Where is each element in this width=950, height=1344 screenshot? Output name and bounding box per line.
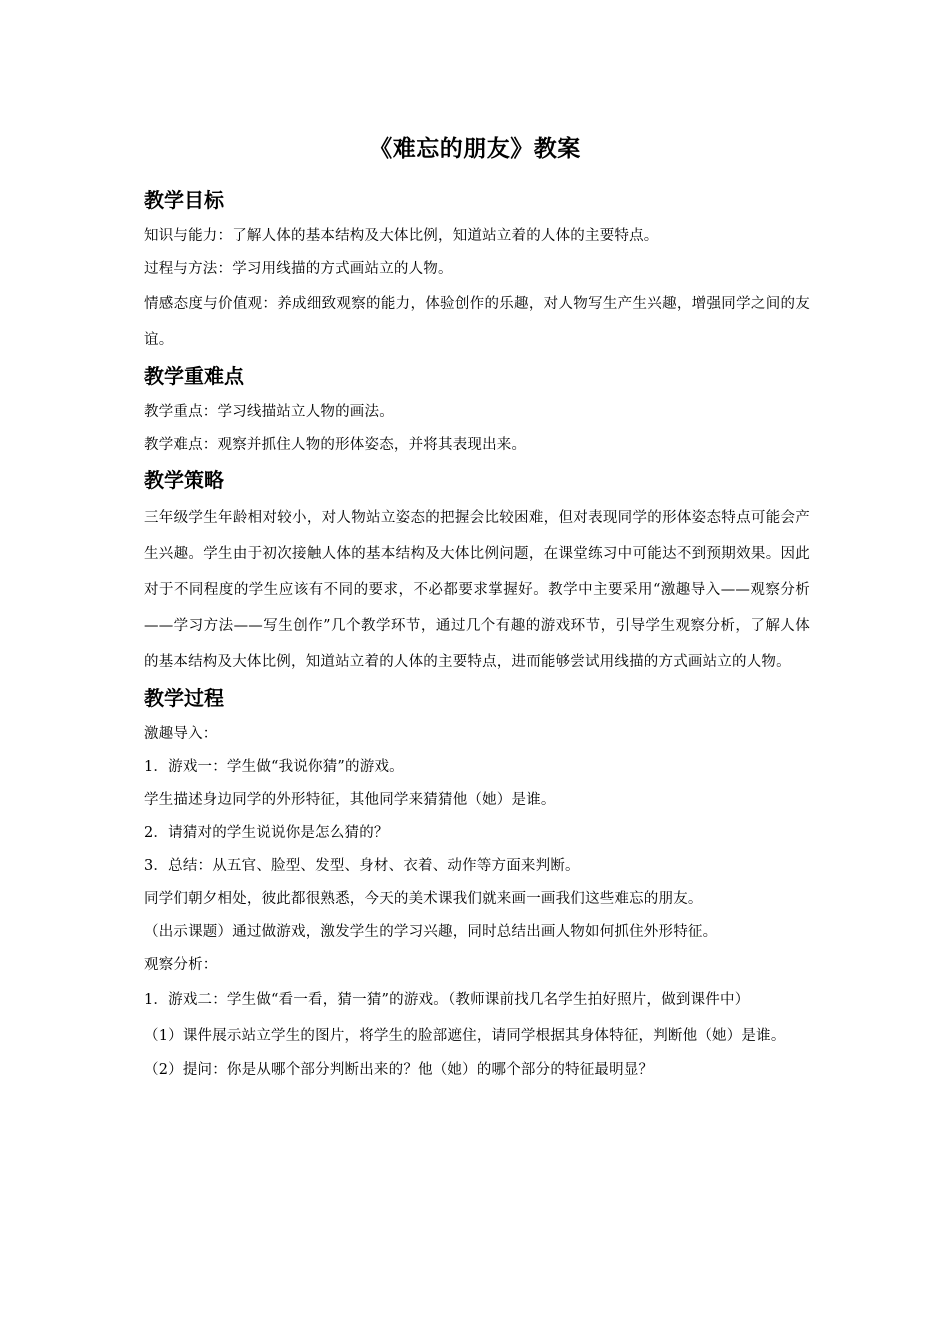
document-title: 《难忘的朋友》教案 (369, 136, 581, 162)
document-body (144, 182, 810, 1087)
process-item: （出示课题）通过做游戏，激发学生的学习兴趣，同时总结出画人物如何抓住外形特征。 (144, 924, 718, 940)
goal-method: 过程与方法：学习用线描的方式画站立的人物。 (144, 261, 453, 277)
goal-attitude: 情感态度与价值观：养成细致观察的能力，体验创作的乐趣，对人物写生产生兴趣，增强同学之间的友谊。 (144, 296, 810, 348)
key-point-focus: 教学重点：学习线描站立人物的画法。 (144, 404, 394, 420)
strategy-paragraph: 三年级学生年龄相对较小，对人物站立姿态的把握会比较困难，但对表现同学的形体姿态特点可能会产生兴趣。学生由于初次接触人体的基本结构及大体比例问题，在课堂练习中可能达不到预期效果。因此对于不同程度的学生应该有不同的要求，不必都要求掌握好。教学中主要采用“激趣导入——观察分析——学习方法——写生创作”几个教学环节，通过几个有趣的游戏环节，引导学生观察分析，了解人体的基本结构及大体比例，知道站立着的人体的主要特点，进而能够尝试用线描的方式画站立的人物。 (144, 510, 810, 670)
process-item: 学生描述身边同学的外形特征，其他同学来猜猜他（她）是谁。 (144, 792, 556, 808)
key-point-difficulty: 教学难点：观察并抓住人物的形体姿态，并将其表现出来。 (144, 437, 527, 453)
process-item: （2）提问：你是从哪个部分判断出来的？他（她）的哪个部分的特征最明显？ (144, 1062, 654, 1078)
section-heading-strategy: 教学策略 (144, 468, 224, 492)
process-item: 3．总结：从五官、脸型、发型、身材、衣着、动作等方面来判断。 (144, 858, 580, 874)
section-heading-goals: 教学目标 (144, 188, 224, 212)
process-subheading-intro: 激趣导入： (144, 726, 218, 742)
section-heading-process: 教学过程 (144, 686, 224, 710)
process-item: 同学们朝夕相处，彼此都很熟悉，今天的美术课我们就来画一画我们这些难忘的朋友。 (144, 891, 703, 907)
process-subheading-observe: 观察分析： (144, 957, 218, 973)
process-item: 1．游戏一：学生做“我说你猜”的游戏。 (144, 759, 404, 775)
goal-knowledge: 知识与能力：了解人体的基本结构及大体比例，知道站立着的人体的主要特点。 (144, 228, 659, 244)
process-item: 1．游戏二：学生做“看一看，猜一猜”的游戏。（教师课前找几名学生拍好照片，做到课件中） (144, 992, 750, 1008)
process-item: 2．请猜对的学生说说你是怎么猜的？ (144, 825, 389, 841)
section-heading-key-points: 教学重难点 (144, 364, 244, 388)
process-item: （1）课件展示站立学生的图片，将学生的脸部遮住，请同学根据其身体特征，判断他（她）是谁。 (144, 1028, 786, 1044)
